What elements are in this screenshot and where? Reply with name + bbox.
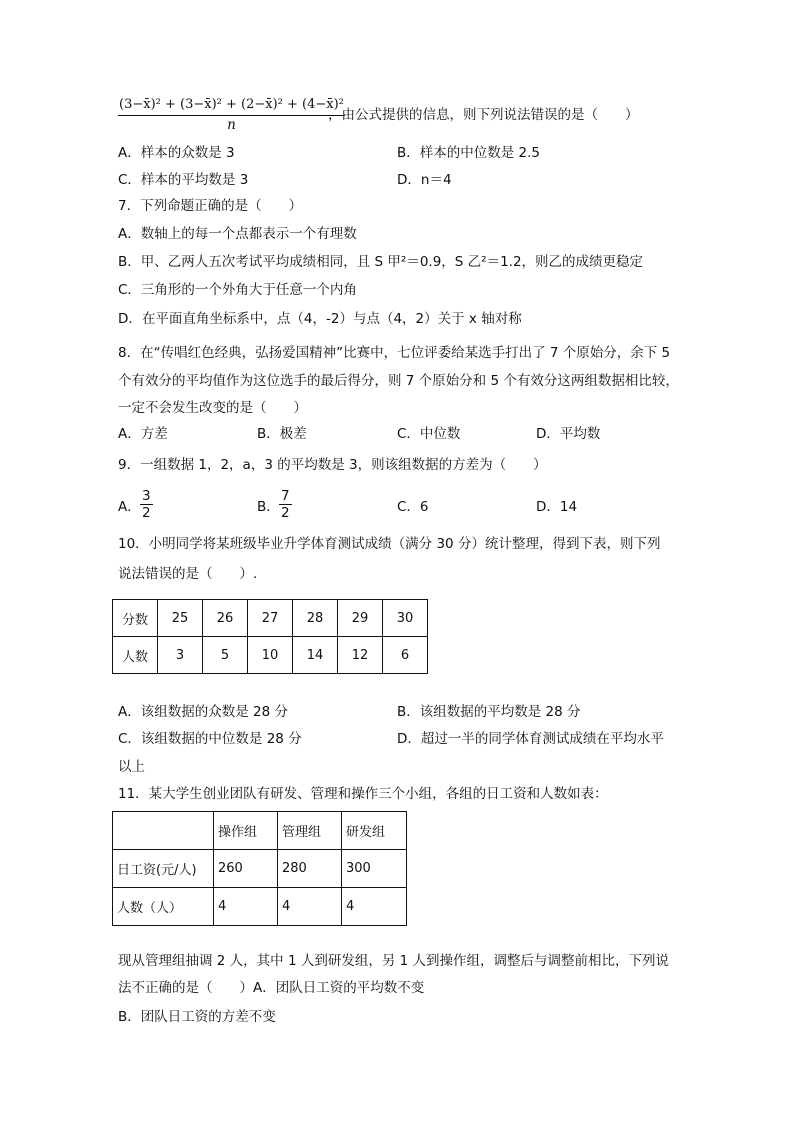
q11-body-line-1: 现从管理组抽调 2 人，其中 1 人到研发组，另 1 人到操作组，调整后与调整前相比，下列说 bbox=[118, 953, 670, 969]
table-row bbox=[113, 888, 407, 926]
table-cell: 280 bbox=[278, 850, 342, 888]
table-cell: 5 bbox=[203, 637, 248, 674]
table-cell: 人数（人） bbox=[113, 888, 214, 926]
q6-formula-numerator: (3−x̄)² + (3−x̄)² + (2−x̄)² + (4−x̄)² bbox=[118, 95, 345, 116]
q11-body-line-2: 法不正确的是（ ）A．团队日工资的平均数不变 bbox=[118, 980, 425, 996]
q8-option-c: C．中位数 bbox=[397, 426, 461, 442]
q6-option-c: C．样本的平均数是 3 bbox=[118, 172, 249, 188]
table-cell: 29 bbox=[338, 600, 383, 637]
q6-option-a: A．样本的众数是 3 bbox=[118, 145, 235, 161]
q9-option-a-numerator: 3 bbox=[142, 488, 151, 504]
table-cell: 研发组 bbox=[342, 812, 407, 850]
q9-option-d: D．14 bbox=[536, 499, 578, 515]
q8-stem-line-1: 8．在“传唱红色经典，弘扬爱国精神”比赛中，七位评委给某选手打出了 7 个原始分，余下 5 bbox=[118, 345, 671, 361]
q10-option-b: B．该组数据的平均数是 28 分 bbox=[397, 704, 581, 720]
table-cell: 4 bbox=[342, 888, 407, 926]
table-cell: 260 bbox=[214, 850, 278, 888]
q7-option-d: D．在平面直角坐标系中，点（4，-2）与点（4，2）关于 x 轴对称 bbox=[118, 311, 522, 327]
q10-option-c: C．该组数据的中位数是 28 分 bbox=[118, 731, 302, 747]
table-cell bbox=[113, 812, 214, 850]
q10-option-a: A．该组数据的众数是 28 分 bbox=[118, 704, 288, 720]
q8-option-b: B．极差 bbox=[257, 426, 307, 442]
table-cell: 26 bbox=[203, 600, 248, 637]
q7-stem: 7．下列命题正确的是（ ） bbox=[118, 198, 303, 214]
table-cell: 30 bbox=[383, 600, 428, 637]
q9-option-b-numerator: 7 bbox=[281, 488, 290, 504]
q8-stem-line-2: 个有效分的平均值作为这位选手的最后得分，则 7 个原始分和 5 个有效分这两组数据相比较， bbox=[118, 373, 679, 389]
table-cell: 25 bbox=[158, 600, 203, 637]
q11-stem: 11．某大学生创业团队有研发、管理和操作三个小组，各组的日工资和人数如表： bbox=[118, 786, 608, 802]
table-row bbox=[113, 600, 428, 637]
table-row bbox=[113, 812, 407, 850]
q7-option-a: A．数轴上的每一个点都表示一个有理数 bbox=[118, 226, 357, 242]
table-cell: 4 bbox=[214, 888, 278, 926]
q8-option-d: D．平均数 bbox=[536, 426, 601, 442]
table-cell: 28 bbox=[293, 600, 338, 637]
table-cell: 分数 bbox=[113, 600, 158, 637]
q10-option-d-continued: 以上 bbox=[118, 759, 145, 775]
table-row bbox=[113, 850, 407, 888]
table-cell: 人数 bbox=[113, 637, 158, 674]
q6-formula-denominator: n bbox=[227, 117, 236, 133]
q10-option-d: D．超过一半的同学体育测试成绩在平均水平 bbox=[397, 731, 664, 747]
q6-option-b: B．样本的中位数是 2.5 bbox=[397, 145, 541, 161]
q9-option-a-fraction bbox=[140, 488, 153, 521]
table-cell: 14 bbox=[293, 637, 338, 674]
q9-option-a-denominator: 2 bbox=[142, 505, 151, 521]
q6-stem-tail: ，由公式提供的信息，则下列说法错误的是（ ） bbox=[328, 107, 639, 123]
q11-body-line-3: B．团队日工资的方差不变 bbox=[118, 1009, 276, 1025]
q7-option-b: B．甲、乙两人五次考试平均成绩相同，且 S 甲²＝0.9，S 乙²＝1.2，则乙的成绩更稳定 bbox=[118, 254, 644, 270]
table-cell: 日工资(元/人) bbox=[113, 850, 214, 888]
q9-option-b-denominator: 2 bbox=[281, 505, 290, 521]
table-row bbox=[113, 637, 428, 674]
q10-stem-line-1: 10．小明同学将某班级毕业升学体育测试成绩（满分 30 分）统计整理，得到下表，则下列 bbox=[118, 536, 661, 552]
table-cell: 4 bbox=[278, 888, 342, 926]
table-cell: 操作组 bbox=[214, 812, 278, 850]
table-cell: 300 bbox=[342, 850, 407, 888]
q8-option-a: A．方差 bbox=[118, 426, 168, 442]
q9-option-c: C．6 bbox=[397, 499, 429, 515]
q8-stem-line-3: 一定不会发生改变的是（ ） bbox=[118, 400, 307, 416]
table-cell: 管理组 bbox=[278, 812, 342, 850]
q9-option-b-fraction bbox=[279, 488, 292, 521]
table-cell: 3 bbox=[158, 637, 203, 674]
table-cell: 10 bbox=[248, 637, 293, 674]
table-cell: 12 bbox=[338, 637, 383, 674]
q6-option-d: D．n＝4 bbox=[397, 172, 452, 188]
q10-stem-line-2: 说法错误的是（ ）. bbox=[118, 566, 258, 582]
q9-stem: 9．一组数据 1，2，a，3 的平均数是 3，则该组数据的方差为（ ） bbox=[118, 457, 547, 473]
q9-option-a-label: A． bbox=[118, 499, 141, 515]
table-cell: 27 bbox=[248, 600, 293, 637]
q11-salary-table bbox=[112, 811, 407, 926]
table-cell: 6 bbox=[383, 637, 428, 674]
q9-option-b-label: B． bbox=[257, 499, 280, 515]
q6-formula bbox=[118, 95, 345, 134]
q7-option-c: C．三角形的一个外角大于任意一个内角 bbox=[118, 282, 357, 298]
q10-score-table bbox=[112, 599, 428, 674]
